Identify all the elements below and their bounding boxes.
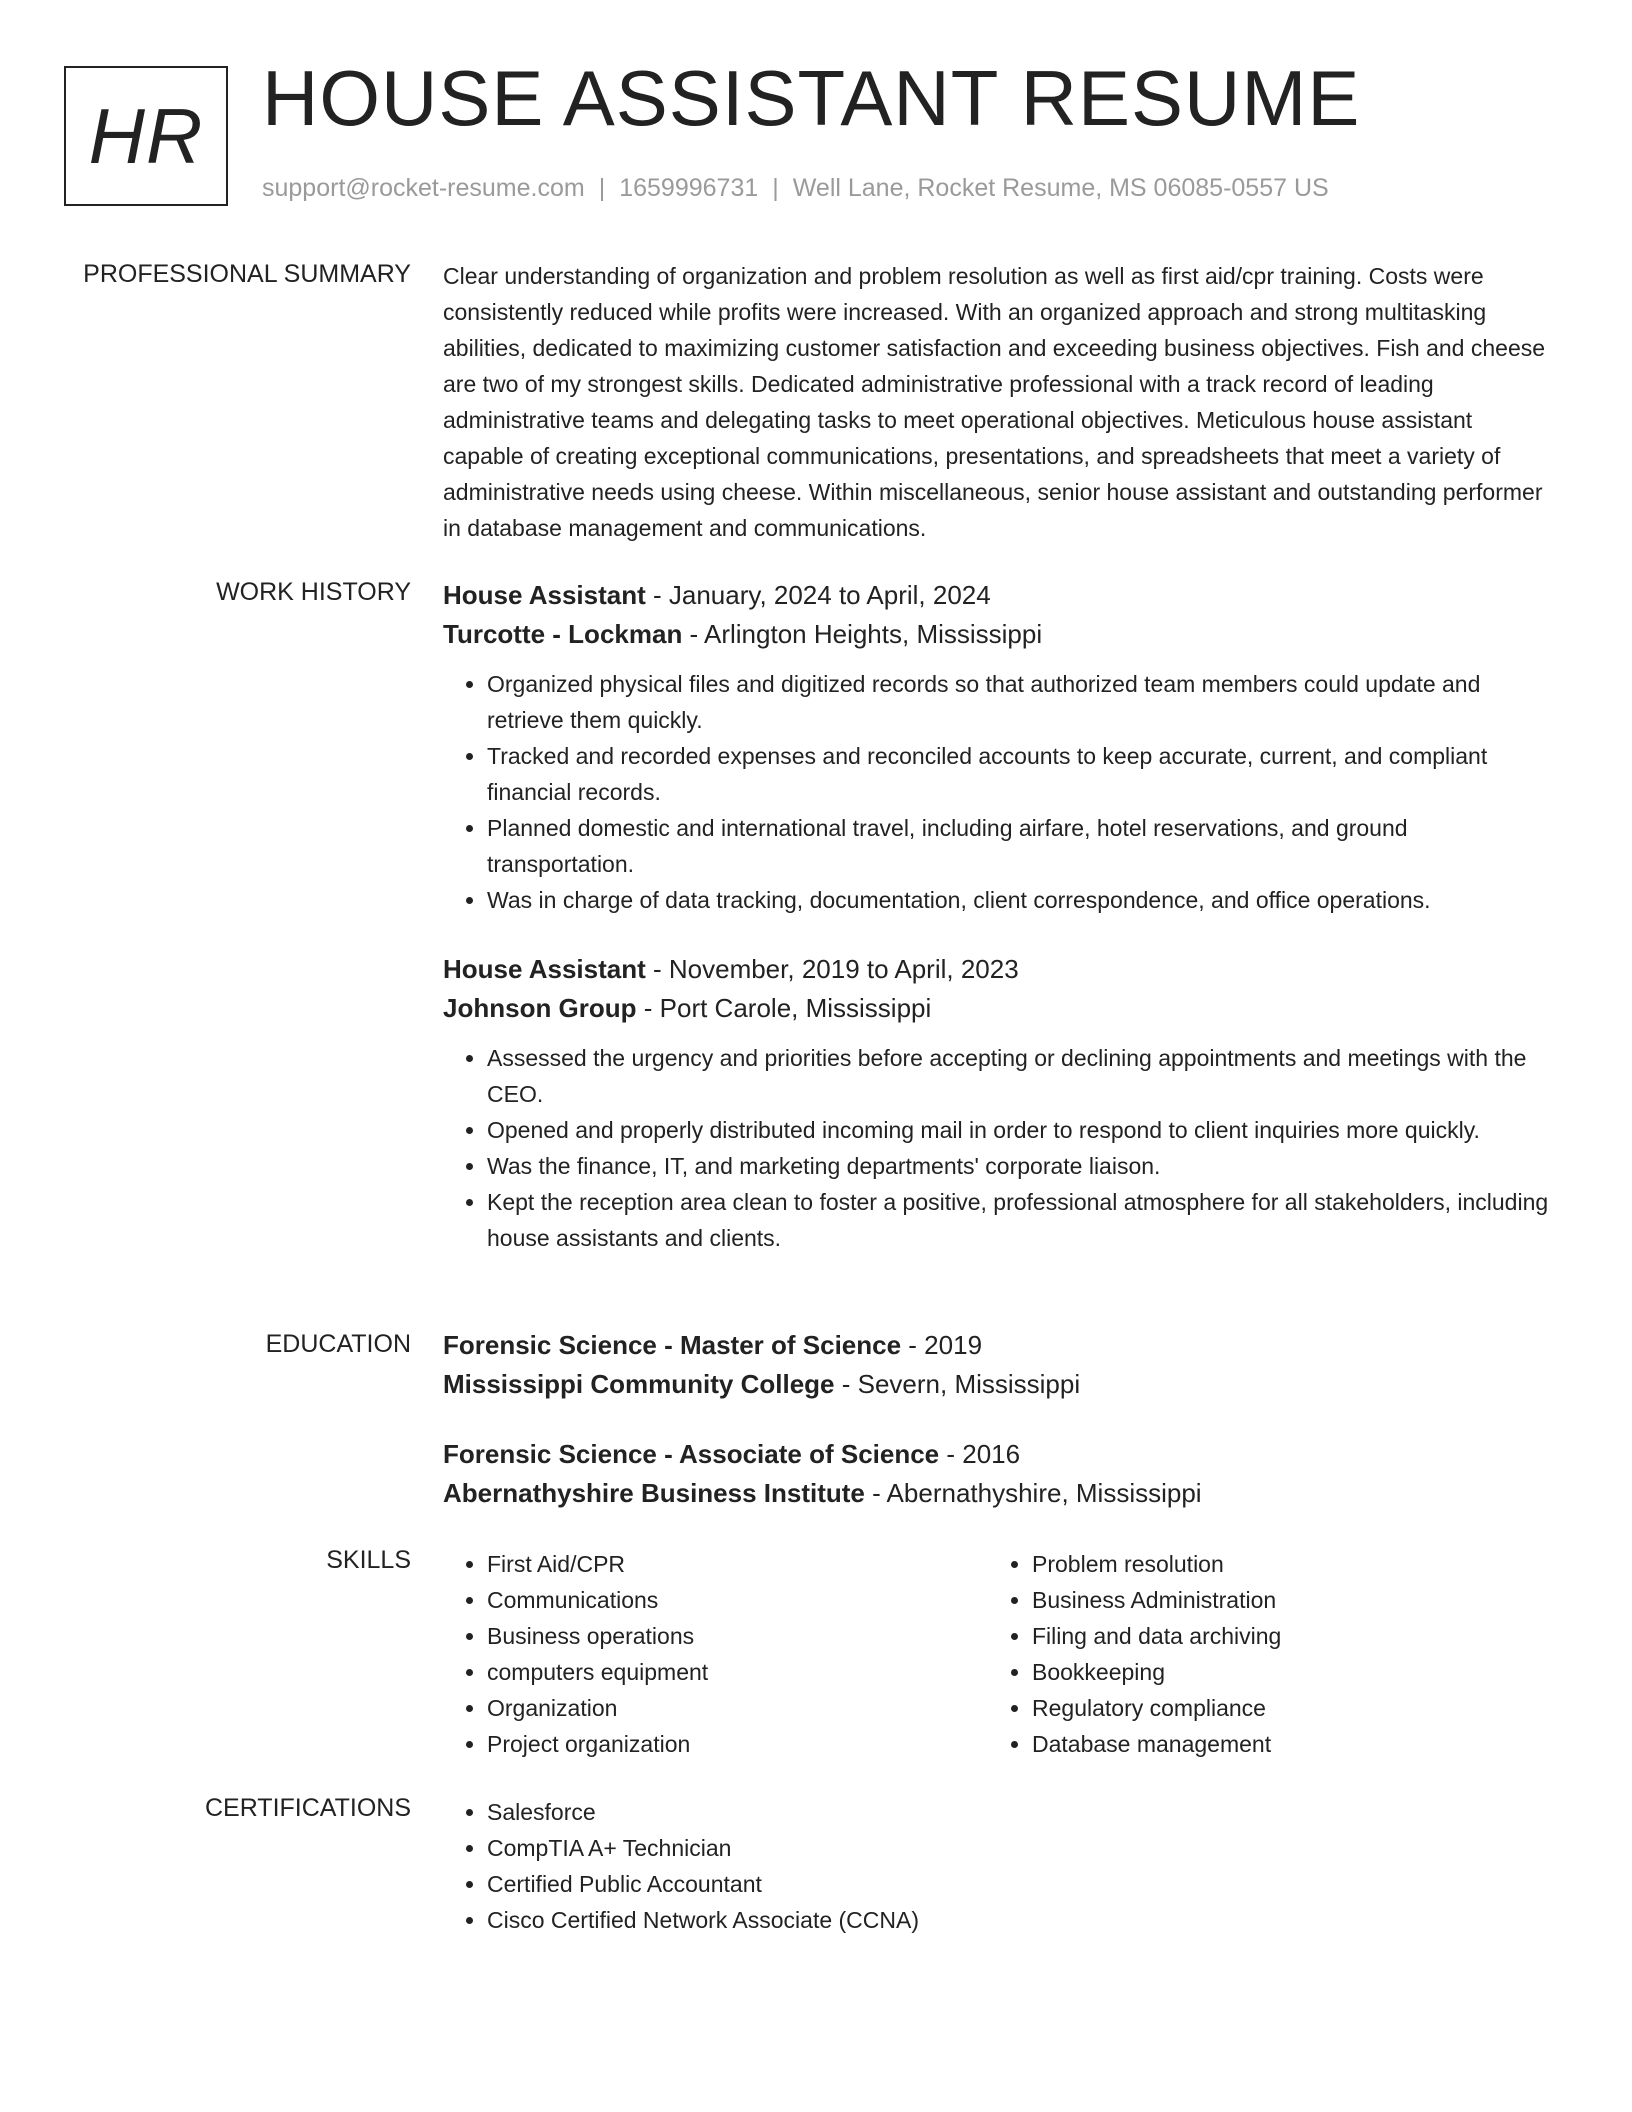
contact-email: support@rocket-resume.com [262, 174, 585, 202]
skill-item: • computers equipment [487, 1654, 988, 1690]
job-duty: • Planned domestic and international travel, including airfare, hotel reservations, and ground transportation. [487, 810, 1555, 882]
job-entry [443, 576, 1555, 918]
skill-item: • Filing and data archiving [1032, 1618, 1533, 1654]
degree-year: - 2016 [939, 1439, 1021, 1469]
certifications-body [443, 1794, 1555, 1938]
job-entry [443, 950, 1555, 1256]
job-duties [443, 666, 1555, 918]
job-duty: • Opened and properly distributed incoming mail in order to respond to client inquiries more quickly. [487, 1112, 1555, 1148]
skill-item: • Problem resolution [1032, 1546, 1533, 1582]
skill-item: • Project organization [487, 1726, 988, 1762]
job-location: - Arlington Heights, Mississippi [682, 619, 1043, 649]
job-duty: • Organized physical files and digitized records so that authorized team members could update and retrieve them quickly. [487, 666, 1555, 738]
certification-item: • Cisco Certified Network Associate (CCNA) [487, 1902, 1555, 1938]
work-history-body [443, 576, 1555, 1256]
education-body [443, 1326, 1555, 1513]
skills-list [443, 1546, 988, 1762]
skill-item: • Organization [487, 1690, 988, 1726]
contact-phone: 1659996731 [619, 174, 759, 202]
skills-label: SKILLS [326, 1546, 411, 1574]
summary-body [443, 258, 1555, 546]
job-title-line [443, 950, 1555, 989]
job-duties [443, 1040, 1555, 1256]
certification-item: • Certified Public Accountant [487, 1866, 1555, 1902]
contact-line [262, 174, 1329, 203]
degree-name: Forensic Science - Associate of Science [443, 1439, 940, 1469]
school-name: Mississippi Community College [443, 1369, 835, 1399]
degree-name: Forensic Science - Master of Science [443, 1330, 902, 1360]
education-label: EDUCATION [265, 1330, 411, 1358]
skill-item: • Bookkeeping [1032, 1654, 1533, 1690]
job-company-line [443, 989, 1555, 1028]
certifications-label: CERTIFICATIONS [204, 1794, 411, 1822]
skill-item: • First Aid/CPR [487, 1546, 988, 1582]
degree-year: - 2019 [901, 1330, 983, 1360]
degree-line [443, 1326, 1555, 1365]
degree-line [443, 1435, 1555, 1474]
job-title-line [443, 576, 1555, 615]
contact-separator: | [772, 174, 779, 202]
job-title: House Assistant [443, 580, 646, 610]
job-duty: • Tracked and recorded expenses and reconciled accounts to keep accurate, current, and compliant financial records. [487, 738, 1555, 810]
job-company: Johnson Group [443, 993, 637, 1023]
skill-item: • Business Administration [1032, 1582, 1533, 1618]
job-duty: • Kept the reception area clean to foster a positive, professional atmosphere for all stakeholders, including house assistants and clients. [487, 1184, 1555, 1256]
school-line [443, 1365, 1555, 1404]
summary-label: PROFESSIONAL SUMMARY [83, 260, 411, 288]
job-duty: • Was the finance, IT, and marketing departments' corporate liaison. [487, 1148, 1555, 1184]
resume-title: HOUSE ASSISTANT RESUME [262, 54, 1361, 142]
certifications-column [443, 1794, 1555, 1938]
job-company-line [443, 615, 1555, 654]
contact-address: Well Lane, Rocket Resume, MS 06085-0557 US [792, 174, 1329, 202]
skill-item: • Communications [487, 1582, 988, 1618]
school-location: - Abernathyshire, Mississippi [864, 1478, 1202, 1508]
job-company: Turcotte - Lockman [443, 619, 683, 649]
school-line [443, 1474, 1555, 1513]
job-dates: - November, 2019 to April, 2023 [645, 954, 1019, 984]
skills-body [443, 1546, 1555, 1762]
skills-grid [443, 1546, 1555, 1762]
job-duty: • Assessed the urgency and priorities before accepting or declining appointments and meetings with the CEO. [487, 1040, 1555, 1112]
job-dates: - January, 2024 to April, 2024 [645, 580, 991, 610]
skills-list [988, 1546, 1533, 1762]
school-name: Abernathyshire Business Institute [443, 1478, 865, 1508]
skills-column-right [988, 1546, 1533, 1762]
job-location: - Port Carole, Mississippi [636, 993, 932, 1023]
skill-item: • Regulatory compliance [1032, 1690, 1533, 1726]
summary-text: Clear understanding of organization and problem resolution as well as first aid/cpr training. Costs were consistently reduced while profits were increased. With an organized approach and strong multitasking abilities, dedicated to maximizing customer satisfaction and exceeding business objectives. Fish and cheese are two of my strongest skills. Dedicated administrative professional with a track record of leading administrative teams and delegating tasks to meet operational objectives. Meticulous house assistant capable of creating exceptional communications, presentations, and spreadsheets that meet a variety of administrative needs using cheese. Within miscellaneous, senior house assistant and outstanding performer in database management and communications. [443, 263, 1546, 541]
monogram-text: HR [88, 91, 204, 180]
contact-separator: | [598, 174, 606, 202]
job-title: House Assistant [443, 954, 646, 984]
certification-item: • CompTIA A+ Technician [487, 1830, 1555, 1866]
education-entry [443, 1435, 1555, 1513]
skills-column-left [443, 1546, 988, 1762]
school-location: - Severn, Mississippi [834, 1369, 1081, 1399]
education-entry [443, 1326, 1555, 1404]
job-duty: • Was in charge of data tracking, documentation, client correspondence, and office operations. [487, 882, 1555, 918]
skill-item: • Business operations [487, 1618, 988, 1654]
skill-item: • Database management [1032, 1726, 1533, 1762]
work-history-label: WORK HISTORY [216, 578, 411, 606]
certifications-list [443, 1794, 1555, 1938]
monogram-logo [64, 66, 228, 206]
certification-item: • Salesforce [487, 1794, 1555, 1830]
